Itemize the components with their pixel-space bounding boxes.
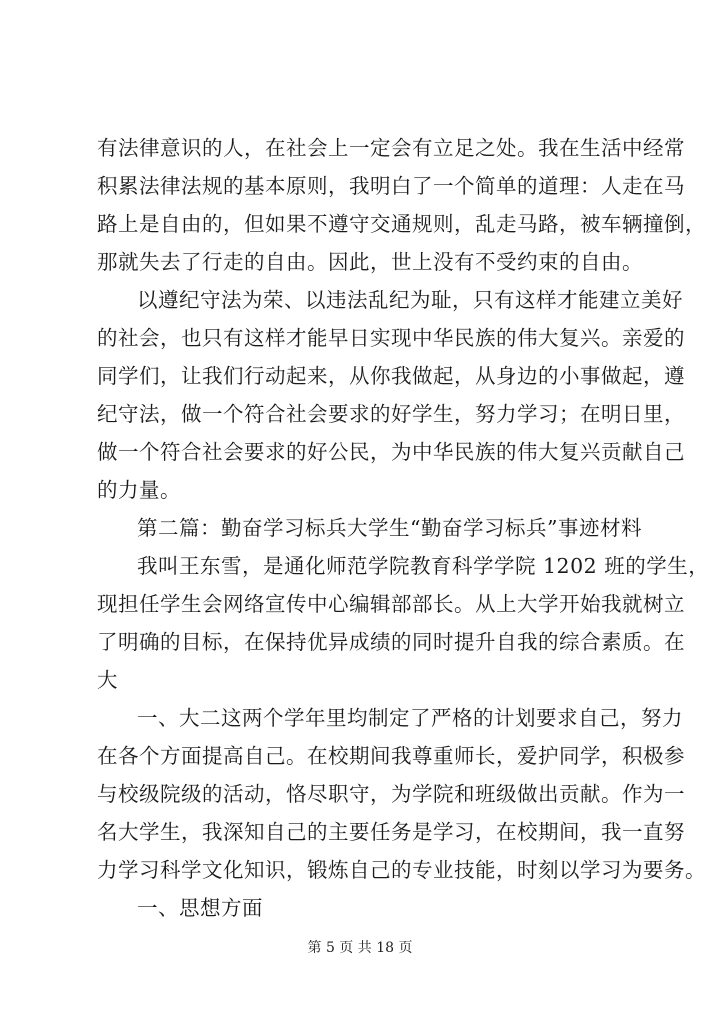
page-number-footer: 第 5 页 共 18 页 xyxy=(307,940,413,956)
text-line-20: 力学习科学文化知识，锻炼自己的专业技能，时刻以学习为要务。 xyxy=(97,858,706,882)
text-line-6: 的社会，也只有这样才能早日实现中华民族的伟大复兴。亲爱的 xyxy=(97,326,685,350)
text-line-9: 做一个符合社会要求的好公民，为中华民族的伟大复兴贡献自己 xyxy=(97,440,685,464)
text-line-18: 与校级院级的活动，恪尽职守，为学院和班级做出贡献。作为一 xyxy=(97,782,685,806)
text-line-16: 一、大二这两个学年里均制定了严格的计划要求自己，努力 xyxy=(137,706,683,730)
subsection-heading: 一、思想方面 xyxy=(137,896,263,920)
text-line-1: 有法律意识的人，在社会上一定会有立足之处。我在生活中经常 xyxy=(97,136,685,160)
text-line-5: 以遵纪守法为荣、以违法乱纪为耻，只有这样才能建立美好 xyxy=(137,288,683,312)
text-line-15: 大 xyxy=(97,668,118,692)
text-line-3: 路上是自由的，但如果不遵守交通规则，乱走马路，被车辆撞倒， xyxy=(97,212,706,236)
text-line-17: 在各个方面提高自己。在校期间我尊重师长，爱护同学，积极参 xyxy=(97,744,685,768)
text-line-7: 同学们，让我们行动起来，从你我做起，从身边的小事做起，遵 xyxy=(97,364,685,388)
text-line-19: 名大学生，我深知自己的主要任务是学习，在校期间，我一直努 xyxy=(97,820,685,844)
text-line-13: 现担任学生会网络宣传中心编辑部部长。从上大学开始我就树立 xyxy=(97,592,685,616)
text-line-14: 了明确的目标，在保持优异成绩的同时提升自我的综合素质。在 xyxy=(97,630,685,654)
text-line-8: 纪守法，做一个符合社会要求的好学生，努力学习；在明日里， xyxy=(97,402,685,426)
text-line-4: 那就失去了行走的自由。因此，世上没有不受约束的自由。 xyxy=(97,250,643,274)
text-line-2: 积累法律法规的基本原则，我明白了一个简单的道理：人走在马 xyxy=(97,174,685,198)
text-line-10: 的力量。 xyxy=(97,478,181,502)
section-heading: 第二篇：勤奋学习标兵大学生“勤奋学习标兵”事迹材料 xyxy=(137,516,642,540)
text-line-12: 我叫王东雪，是通化师范学院教育科学学院 1202 班的学生， xyxy=(137,554,710,578)
